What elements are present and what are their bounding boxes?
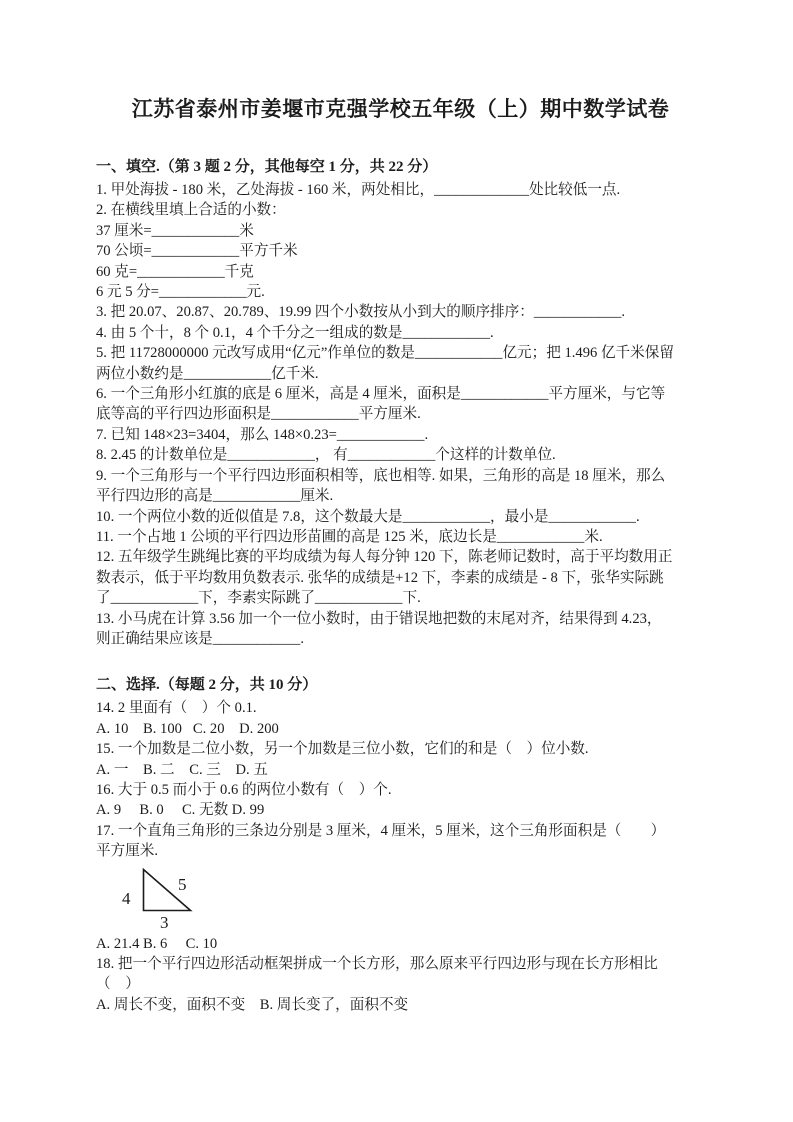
line-q14-options: A. 10 B. 100 C. 20 D. 200 — [96, 720, 279, 737]
triangle-side-label-left: 4 — [122, 888, 131, 908]
line-q10: 10. 一个两位小数的近似值是 7.8，这个数最大是____________，最小是____________. — [96, 508, 640, 525]
line-q1: 1. 甲处海拔 - 180 米，乙处海拔 - 160 米，两处相比，_____________处比较低一点. — [96, 182, 621, 198]
line-q17-2: 平方厘米. — [96, 843, 159, 860]
line-q6-2: 底等高的平行四边形面积是____________平方厘米. — [96, 406, 421, 423]
line-q18-1: 18. 把一个平行四边形活动框架拼成一个长方形，那么原来平行四边形与现在长方形相比 — [96, 956, 658, 972]
line-q13-1: 13. 小马虎在计算 3.56 加一个一位小数时，由于错误地把数的末尾对齐，结果得到 4.23， — [96, 610, 662, 627]
section2-heading: 二、选择.（每题 2 分，共 10 分） — [96, 677, 318, 694]
line-q2-gram: 60 克=____________千克 — [96, 263, 254, 280]
section1-heading: 一、填空.（第 3 题 2 分，其他每空 1 分，共 22 分） — [96, 159, 438, 175]
line-q2-yuan: 6 元 5 分=____________元. — [96, 284, 265, 301]
line-q15-options: A. 一 B. 二 C. 三 D. 五 — [96, 761, 268, 778]
line-q2-cm: 37 厘米=____________米 — [96, 222, 254, 239]
line-q5-1: 5. 把 11728000000 元改写成用“亿元”作单位的数是____________亿元；把 1.496 亿千米保留 — [96, 345, 674, 362]
line-q13-2: 则正确结果应该是____________. — [96, 630, 304, 647]
line-q15: 15. 一个加数是二位小数，另一个加数是三位小数，它们的和是（ ）位小数. — [96, 741, 589, 758]
page-title: 江苏省泰州市姜堰市克强学校五年级（上）期中数学试卷 — [131, 97, 670, 121]
line-q7: 7. 已知 148×23=3404，那么 148×0.23=____________. — [96, 426, 429, 443]
line-q5-2: 两位小数约是____________亿千米. — [96, 365, 319, 382]
line-q16-options: A. 9 B. 0 C. 无数 D. 99 — [96, 802, 265, 819]
line-q2-hectare: 70 公顷=____________平方千米 — [96, 243, 298, 260]
line-q9-1: 9. 一个三角形与一个平行四边形面积相等，底也相等. 如果，三角形的高是 18 厘米，那么 — [96, 467, 666, 484]
triangle-side-label-hypotenuse: 5 — [178, 874, 187, 894]
line-q16: 16. 大于 0.5 而小于 0.6 的两位小数有（ ）个. — [96, 781, 392, 798]
triangle-side-label-bottom: 3 — [160, 912, 169, 932]
line-q18-2: （ ） — [96, 976, 140, 993]
line-q14: 14. 2 里面有（ ）个 0.1. — [96, 700, 257, 717]
line-q12-1: 12. 五年级学生跳绳比赛的平均成绩为每人每分钟 120 下，陈老师记数时，高于平均数用正 — [96, 549, 673, 566]
line-q9-2: 平行四边形的高是____________厘米. — [96, 488, 334, 505]
line-q17-1: 17. 一个直角三角形的三条边分别是 3 厘米，4 厘米，5 厘米，这个三角形面积是（ ） — [96, 822, 666, 839]
line-q11: 11. 一个占地 1 公顷的平行四边形苗圃的高是 125 米，底边长是____________米. — [96, 528, 603, 545]
line-q2-intro: 2. 在横线里填上合适的小数： — [96, 202, 286, 219]
line-q4: 4. 由 5 个十，8 个 0.1，4 个千分之一组成的数是____________. — [96, 324, 494, 341]
triangle-figure — [116, 866, 206, 932]
line-q12-3: 了____________下，李素实际跳了____________下. — [96, 590, 421, 607]
line-q8: 8. 2.45 的计数单位是____________， 有____________个这样的计数单位. — [96, 447, 556, 464]
line-q3: 3. 把 20.07、20.87、20.789、19.99 四个小数按从小到大的顺序排序：____________. — [96, 304, 626, 321]
line-q12-2: 数表示，低于平均数用负数表示. 张华的成绩是+12 下，李素的成绩是 - 8 下，张华实际跳 — [96, 569, 664, 586]
line-q6-1: 6. 一个三角形小红旗的底是 6 厘米，高是 4 厘米，面积是____________平方厘米，与它等 — [96, 386, 666, 403]
line-q18-options: A. 周长不变，面积不变 B. 周长变了，面积不变 — [96, 996, 409, 1013]
line-q17-options: A. 21.4 B. 6 C. 10 — [96, 935, 218, 952]
